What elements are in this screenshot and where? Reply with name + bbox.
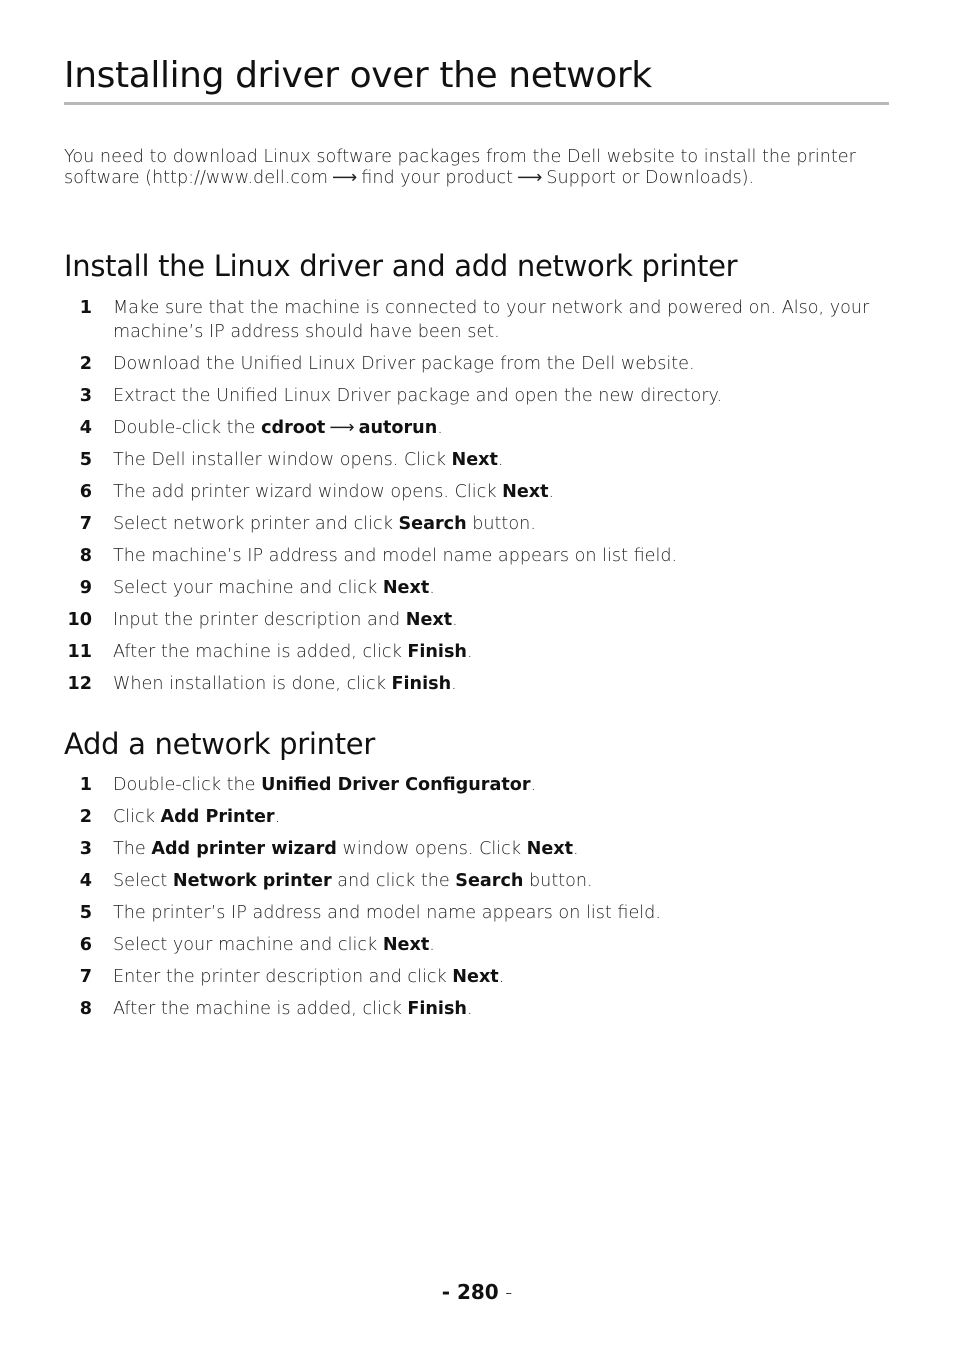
step-text-plain: . xyxy=(429,935,435,955)
step-text-plain: . xyxy=(466,999,473,1019)
step-number: 8 xyxy=(79,546,92,566)
step-text-plain: After the machine is added, click xyxy=(113,642,408,662)
step-text-plain: . xyxy=(497,450,504,470)
intro-text-3: Support or Downloads). xyxy=(546,168,755,188)
step-text-plain: . xyxy=(498,967,505,987)
step-text xyxy=(113,608,893,632)
step-term: Finish xyxy=(407,999,467,1019)
step-term: Finish xyxy=(391,674,452,694)
intro-text-1: You need to download Linux software packages from the Dell website to install the printer software (http://www.dell.com xyxy=(64,147,856,188)
step-text-plain: . xyxy=(466,642,473,662)
step-text: Extract the Unified Linux Driver package and open the new directory. xyxy=(113,386,723,406)
step-text-plain: . xyxy=(429,578,435,598)
step-text-plain: When installation is done, click xyxy=(113,674,392,694)
list-item xyxy=(0,480,954,504)
step-text-plain: . xyxy=(573,839,579,859)
list-item xyxy=(0,352,954,376)
step-number: 7 xyxy=(79,514,92,534)
step-text xyxy=(113,672,893,696)
step-number: 6 xyxy=(79,482,92,502)
step-text xyxy=(113,837,893,861)
step-text-plain: The add printer wizard window opens. Click xyxy=(113,482,503,502)
step-number: 3 xyxy=(79,386,92,406)
step-number: 10 xyxy=(67,610,92,630)
list-item xyxy=(0,640,954,664)
list-item xyxy=(0,997,954,1021)
list-item xyxy=(0,448,954,472)
step-text-plain: Click xyxy=(113,807,161,827)
step-text-plain: The Dell installer window opens. Click xyxy=(113,450,452,470)
step-term: Next xyxy=(451,450,498,470)
list-item xyxy=(0,933,954,957)
step-text-plain: Select network printer and click xyxy=(113,514,399,534)
step-text xyxy=(113,773,893,797)
step-text xyxy=(113,448,893,472)
step-text xyxy=(113,576,893,600)
step-text-plain: . xyxy=(452,610,458,630)
step-term: Search xyxy=(455,871,524,891)
step-text: Download the Unified Linux Driver package from the Dell website. xyxy=(113,354,695,374)
step-text-plain: window opens. Click xyxy=(336,839,527,859)
list-item xyxy=(0,837,954,861)
page-number-suffix: - xyxy=(498,1280,513,1304)
step-number: 4 xyxy=(79,418,92,438)
list-item xyxy=(0,296,954,344)
step-number: 1 xyxy=(79,298,92,318)
step-text-plain: Input the printer description and xyxy=(113,610,406,630)
add-printer-steps-list xyxy=(0,773,954,1029)
step-text-plain: After the machine is added, click xyxy=(113,999,408,1019)
list-item xyxy=(0,965,954,989)
step-text-plain: Select your machine and click xyxy=(113,578,383,598)
install-steps-list xyxy=(0,296,954,704)
step-text xyxy=(113,640,893,664)
step-text-plain: . xyxy=(437,418,443,438)
page-number-prefix: - xyxy=(441,1280,457,1304)
page-number xyxy=(0,1280,954,1304)
list-item xyxy=(0,384,954,408)
step-number: 2 xyxy=(79,354,92,374)
step-text xyxy=(113,416,893,440)
step-number: 5 xyxy=(79,903,92,923)
step-text-plain: Double-click the xyxy=(113,418,262,438)
arrow-right-icon: ⟶ xyxy=(517,168,543,188)
step-term: Add printer wizard xyxy=(151,839,337,859)
step-term: Next xyxy=(382,578,430,598)
section-title-add-network-printer: Add a network printer xyxy=(64,727,375,761)
step-text xyxy=(113,805,893,829)
step-number: 4 xyxy=(79,871,92,891)
list-item xyxy=(0,608,954,632)
step-text-plain: The xyxy=(113,839,152,859)
arrow-right-icon: ⟶ xyxy=(329,418,355,438)
step-number: 8 xyxy=(79,999,92,1019)
step-text-plain: . xyxy=(548,482,555,502)
step-number: 6 xyxy=(79,935,92,955)
step-number: 2 xyxy=(79,807,92,827)
list-item xyxy=(0,773,954,797)
step-text-plain: Select xyxy=(113,871,173,891)
title-divider xyxy=(64,102,889,105)
step-text-plain: Double-click the xyxy=(113,775,262,795)
step-text xyxy=(113,869,893,893)
list-item xyxy=(0,805,954,829)
intro-text-2: find your product xyxy=(361,168,514,188)
list-item xyxy=(0,869,954,893)
page-title: Installing driver over the network xyxy=(64,55,652,96)
step-term: Add Printer xyxy=(160,807,275,827)
step-term: autorun xyxy=(358,418,438,438)
step-term: Next xyxy=(526,839,574,859)
section-title-install-linux-driver: Install the Linux driver and add network printer xyxy=(64,249,738,283)
step-text xyxy=(113,965,893,989)
step-text-plain: Select your machine and click xyxy=(113,935,383,955)
step-term: Network printer xyxy=(172,871,332,891)
step-text xyxy=(113,997,893,1021)
step-term: Search xyxy=(398,514,467,534)
intro-paragraph xyxy=(64,147,894,189)
step-term: Next xyxy=(452,967,499,987)
step-number: 11 xyxy=(67,642,92,662)
step-term: Finish xyxy=(407,642,467,662)
step-text-plain: Enter the printer description and click xyxy=(113,967,453,987)
step-term: Unified Driver Configurator xyxy=(261,775,531,795)
step-text: Make sure that the machine is connected to your network and powered on. Also, your machine’s IP address should have been set. xyxy=(113,298,870,342)
step-text-plain: button. xyxy=(466,514,536,534)
step-number: 9 xyxy=(79,578,92,598)
arrow-right-icon: ⟶ xyxy=(332,168,358,188)
step-text xyxy=(113,933,893,957)
step-text-plain: . xyxy=(530,775,537,795)
step-number: 12 xyxy=(67,674,92,694)
step-term: Next xyxy=(405,610,453,630)
list-item xyxy=(0,672,954,696)
step-text: The machine’s IP address and model name appears on list field. xyxy=(113,546,678,566)
step-number: 1 xyxy=(79,775,92,795)
page-number-value: 280 xyxy=(456,1280,499,1304)
step-term: Next xyxy=(502,482,549,502)
list-item xyxy=(0,416,954,440)
step-text-plain: . xyxy=(451,674,457,694)
step-text-plain: and click the xyxy=(331,871,456,891)
list-item xyxy=(0,901,954,925)
list-item xyxy=(0,544,954,568)
step-number: 3 xyxy=(79,839,92,859)
list-item xyxy=(0,512,954,536)
step-number: 7 xyxy=(79,967,92,987)
step-text-plain: button. xyxy=(523,871,593,891)
list-item xyxy=(0,576,954,600)
step-text-plain: . xyxy=(274,807,281,827)
step-number: 5 xyxy=(79,450,92,470)
step-text: The printer’s IP address and model name appears on list field. xyxy=(113,903,661,923)
step-text xyxy=(113,512,893,536)
step-term: cdroot xyxy=(261,418,326,438)
step-term: Next xyxy=(382,935,430,955)
step-text xyxy=(113,480,893,504)
